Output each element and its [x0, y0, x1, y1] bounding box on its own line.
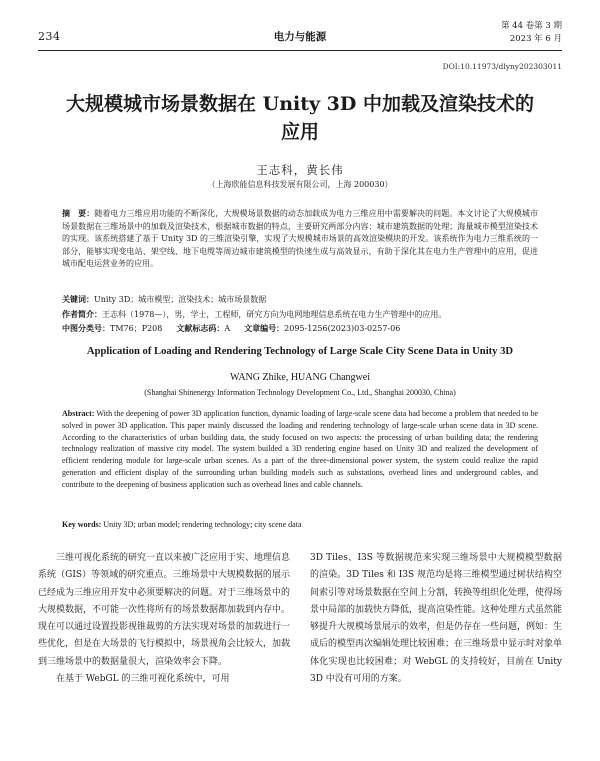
body-paragraph: 3D Tiles、I3S 等数据规范来实现三维场景中大规模模型数据的渲染。3D Tiles 和 I3S 规范均是将三维模型通过树状结构空间索引等对场景数据在空间上分割，转换等组织化处理，使得场景中局部的加载快方降低，提高渲染性能。这种处理方式虽然能够提升大规模场景展示的效率，但是仍存在一些问题，例如：生成后的模型再次编辑处理比较困难；在三维场景中显示时对象单体化实现也比较困难；对 WebGL 的支持较好，目前在 Unity 3D 中没有可用的方案。	[310, 553, 563, 685]
author-info-text: 王志科（1978—），男，学士，工程师，研究方向为电网地理信息系统在电力生产管理中的应用。	[102, 310, 447, 319]
affiliation-en: (Shanghai Shinenergy Information Technology Development Co., Ltd., Shanghai 200030, China)	[144, 388, 456, 397]
author-info	[62, 309, 538, 321]
abstract-zh	[62, 208, 538, 271]
body-column-right	[310, 550, 562, 688]
keywords-zh	[62, 294, 538, 306]
doc-code-label: 文献标志码：	[176, 324, 225, 333]
affiliation-zh: （上海欣能信息科技发展有限公司，上海 200030）	[207, 180, 393, 189]
keywords-en	[62, 520, 538, 529]
issue-date: 2023 年 6 月	[509, 34, 562, 44]
abstract-en	[62, 408, 538, 491]
body-column-left	[38, 550, 290, 688]
abstract-en-label: Abstract:	[62, 409, 95, 418]
paper-title-zh: 大规模城市场景数据在 Unity 3D 中加载及渲染技术的应用	[66, 93, 534, 143]
page-number: 234	[38, 30, 61, 43]
body-paragraph: 在基于 WebGL 的三维可视化系统中，可用	[56, 674, 230, 685]
issue-info	[501, 20, 562, 46]
authors-zh: 王志科，黄长伟	[256, 163, 344, 177]
keywords-en-text: Unity 3D; urban model; rendering technology; city scene data	[103, 520, 302, 529]
article-number-value: 2095-1256(2023)03-0257-06	[284, 324, 401, 333]
doc-code-value: A	[224, 324, 231, 333]
author-info-label: 作者简介：	[62, 310, 102, 319]
doi-link[interactable]: DOI:10.11973/dlyny202303011	[442, 62, 562, 71]
volume-issue: 第 44 卷第 3 期	[500, 21, 562, 31]
clc-value: TM76；P208	[110, 324, 163, 333]
keywords-en-label: Key words:	[62, 520, 102, 529]
abstract-en-text: With the deepening of power 3D application function, dynamic loading of large-scale scene data had become a problem that needed to be solved in power 3D application. This paper mainly discussed the loading and rendering technology of large-scale urban scene data in 3D scene. According to the characteristics of urban building data, the study focused on two aspects: the processing of urban building data; the rendering technology realization of massive city model. The system builded a 3D rendering engine based on Unity 3D and realized the development of efficient rendering module for large-scale urban scenes. As a part of the three-dimensional power system, the system could realize the rapid generation and efficient display of the surrounding urban building models such as substations, overhead lines and underground cables, and contribute to the deepening of business application such as overhead lines and cable channels.	[62, 409, 539, 489]
keywords-zh-text: Unity 3D；城市模型；渲染技术；城市场景数据	[94, 295, 267, 304]
abstract-zh-label: 摘 要：	[62, 209, 95, 218]
abstract-zh-text: 随着电力三维应用功能的不断深化，大规模场景数据的动态加载成为电力三维应用中需要解决的问题。本文讨论了大规模城市场景数据在三维场景中的加载及渲染技术，根据城市数据的特点，主要研究两部分内容：城市建筑数据的处理；海量城市模型渲染技术的实现。该系统搭建了基于 Unity 3D 的三维渲染引擎，实现了大规模城市场景的高效渲染模块的开发。该系统作为电力三维系统的一部分，能够实现变电站、架空线、地下电缆等周边城市建筑模型的快速生成与高效显示，有助于深化其在电力生产管理中的应用，促进城市配电运营业务的应用。	[62, 209, 538, 268]
clc-label: 中图分类号：	[62, 324, 110, 333]
body-paragraph: 三维可视化系统的研究一直以来被广泛应用于实、地理信息系统（GIS）等领域的研究重点。三维场景中大规模数据的展示已经成为三维应用开发中必须要解决的问题。对于三维场景中的大规模数据，不可能一次性将所有的场景数据都加载到内存中。现在可以通过设置投影视锥裁剪的方法实现对场景的加载进行一些优化，但是在大场景的飞行模拟中，场景视角会比较大，加载到三维场景中的数据量很大，渲染效率会下降。	[38, 553, 291, 667]
keywords-zh-label: 关键词：	[62, 295, 94, 304]
header-divider	[38, 50, 562, 51]
article-number-label: 文章编号：	[244, 324, 285, 333]
classification-row	[62, 323, 538, 335]
journal-name: 电力与能源	[273, 31, 327, 43]
paper-title-en: Application of Loading and Rendering Technology of Large Scale City Scene Data in Unity 3D	[86, 346, 514, 357]
authors-en: WANG Zhike, HUANG Changwei	[230, 372, 370, 383]
